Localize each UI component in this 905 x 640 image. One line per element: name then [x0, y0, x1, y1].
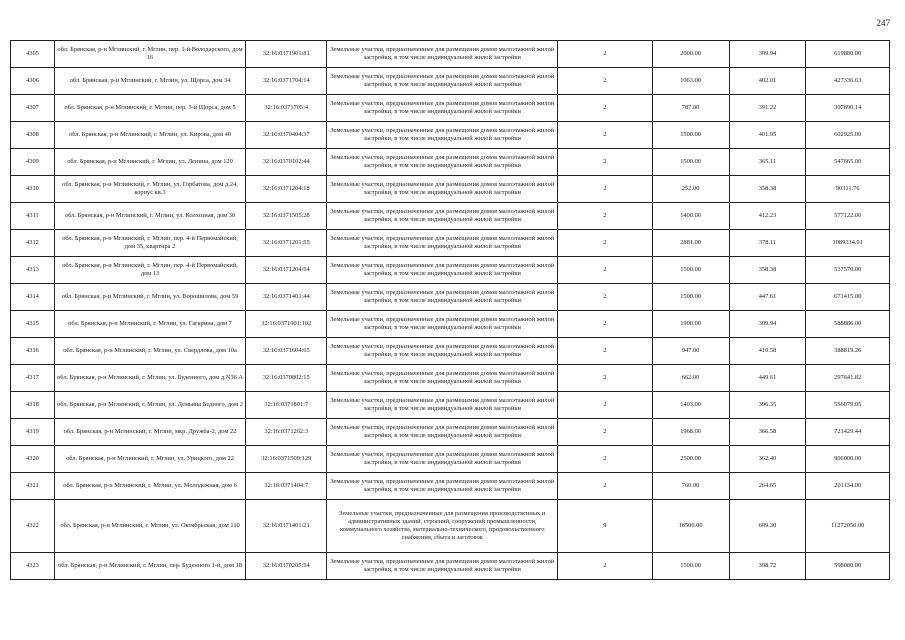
cadastral-number-cell: 32:16:0371704:14: [246, 68, 327, 95]
cadastral-number-cell: 32:16:0371202:3: [246, 419, 327, 446]
row-number: 4321: [11, 473, 55, 500]
cadastral-number-cell: 32:16:0371404:7: [246, 473, 327, 500]
specific-value-cell: 309.94: [729, 41, 806, 68]
table-row: [11, 365, 890, 392]
address-cell: обл. Брянская, р-н Мглинский, г. Мглин, ул. Демьяна Бедного, дом 2: [54, 392, 245, 419]
address-cell: обл. Брянская, р-н Мглинский, г. Мглин, пер. 4-й Первомайский, дом 35, квартира 2: [54, 230, 245, 257]
cadastral-value-cell: 388819.26: [806, 338, 890, 365]
specific-value-cell: 449.61: [729, 365, 806, 392]
cadastral-number-cell: 32:16:0371505:28: [246, 203, 327, 230]
row-number: 4311: [11, 203, 55, 230]
area-cell: 947.00: [652, 338, 729, 365]
cadastral-number-cell: 32:16:0370404:37: [246, 122, 327, 149]
land-use-purpose-cell: Земельные участки, предназначенные для размещения домов малоэтажной жилой застройки, в том числе индивидуальной жилой застройки: [327, 473, 558, 500]
row-number: 4317: [11, 365, 55, 392]
specific-value-cell: 410.58: [729, 338, 806, 365]
specific-value-cell: 378.11: [729, 230, 806, 257]
table-row: [11, 338, 890, 365]
land-use-purpose-cell: Земельные участки, предназначенные для размещения домов малоэтажной жилой застройки, в том числе индивидуальной жилой застройки: [327, 338, 558, 365]
table-row: [11, 284, 890, 311]
row-number: 4306: [11, 68, 55, 95]
cadastral-number-cell: 32:16:0371801:7: [246, 392, 327, 419]
row-number: 4319: [11, 419, 55, 446]
land-use-purpose-cell: Земельные участки, предназначенные для размещения домов малоэтажной жилой застройки, в том числе индивидуальной жилой застройки: [327, 122, 558, 149]
use-group-cell: 2: [558, 203, 652, 230]
area-cell: 1500.00: [652, 122, 729, 149]
cadastral-number-cell: 32:16:0371604:65: [246, 338, 327, 365]
table-row: [11, 149, 890, 176]
use-group-cell: 2: [558, 176, 652, 203]
cadastral-value-cell: 427336.63: [806, 68, 890, 95]
use-group-cell: 2: [558, 41, 652, 68]
use-group-cell: 2: [558, 284, 652, 311]
address-cell: обл. Брянская, р-н Мглинский, г. Мглин, ул. Кирова, дом 40: [54, 122, 245, 149]
specific-value-cell: 401.95: [729, 122, 806, 149]
row-number: 4323: [11, 553, 55, 580]
cadastral-value-cell: 547665.00: [806, 149, 890, 176]
address-cell: обл. Брянская, р-н Мглинский, г. Мглин, ул. Колхозная, дом 30: [54, 203, 245, 230]
specific-value-cell: 365.11: [729, 149, 806, 176]
land-use-purpose-cell: Земельные участки, предназначенные для размещения домов малоэтажной жилой застройки, в том числе индивидуальной жилой застройки: [327, 311, 558, 338]
cadastral-value-cell: 598080.00: [806, 553, 890, 580]
table-row: [11, 176, 890, 203]
land-use-purpose-cell: Земельные участки, предназначенные для размещения домов малоэтажной жилой застройки, в том числе индивидуальной жилой застройки: [327, 419, 558, 446]
specific-value-cell: 447.61: [729, 284, 806, 311]
area-cell: 662.00: [652, 365, 729, 392]
row-number: 4316: [11, 338, 55, 365]
land-use-purpose-cell: Земельные участки, предназначенные для размещения домов малоэтажной жилой застройки, в том числе индивидуальной жилой застройки: [327, 68, 558, 95]
specific-value-cell: 402.01: [729, 68, 806, 95]
cadastral-number-cell: 32:16:0371401:44: [246, 284, 327, 311]
address-cell: обл. Брянская, р-н Мглинский, г. Мглин, ул. Свердлова, дом 10а: [54, 338, 245, 365]
row-number: 4308: [11, 122, 55, 149]
cadastral-number-cell: 32:16:0371401:21: [246, 500, 327, 553]
address-cell: обл. Брянская, р-н Мглинский, г. Мглин, ул. Ленина, дом 120: [54, 149, 245, 176]
address-cell: обл. Брянская, р-н Мглинский, г. Мглин, ул. Гагарина, дом 7: [54, 311, 245, 338]
land-use-purpose-cell: Земельные участки, предназначенные для размещения домов малоэтажной жилой застройки, в том числе индивидуальной жилой застройки: [327, 553, 558, 580]
table-row: [11, 68, 890, 95]
land-use-purpose-cell: Земельные участки, предназначенные для размещения домов малоэтажной жилой застройки, в том числе индивидуальной жилой застройки: [327, 176, 558, 203]
specific-value-cell: 396.35: [729, 392, 806, 419]
cadastral-value-cell: 537570.00: [806, 257, 890, 284]
land-use-purpose-cell: Земельные участки, предназначенные для размещения домов малоэтажной жилой застройки, в том числе индивидуальной жилой застройки: [327, 203, 558, 230]
cadastral-value-cell: 721429.44: [806, 419, 890, 446]
use-group-cell: 2: [558, 122, 652, 149]
address-cell: обл. Брянская, р-н Мглинский, г. Мглин, мкр. Дружба-2, дом 22: [54, 419, 245, 446]
cadastral-value-cell: 588886.00: [806, 311, 890, 338]
address-cell: обл. Брянская, р-н Мглинский, г. Мглин, пер. 4-й Первомайский, дом 13: [54, 257, 245, 284]
specific-value-cell: 358.38: [729, 176, 806, 203]
address-cell: обл. Брянская, р-н Мглинский, г. Мглин, ул. Молодежная, дом 6: [54, 473, 245, 500]
area-cell: 1968.00: [652, 419, 729, 446]
area-cell: 1500.00: [652, 257, 729, 284]
row-number: 4318: [11, 392, 55, 419]
use-group-cell: 2: [558, 68, 652, 95]
specific-value-cell: 412.23: [729, 203, 806, 230]
cadastral-value-cell: 602925.00: [806, 122, 890, 149]
cadastral-value-cell: 556079.05: [806, 392, 890, 419]
area-cell: 252.00: [652, 176, 729, 203]
area-cell: 1500.00: [652, 149, 729, 176]
row-number: 4310: [11, 176, 55, 203]
row-number: 4314: [11, 284, 55, 311]
specific-value-cell: 609.30: [729, 500, 806, 553]
row-number: 4312: [11, 230, 55, 257]
cadastral-value-cell: 1089334.91: [806, 230, 890, 257]
use-group-cell: 2: [558, 553, 652, 580]
area-cell: 2000.00: [652, 41, 729, 68]
table-row: [11, 41, 890, 68]
land-plot-table: [10, 40, 890, 580]
cadastral-number-cell: 32:16:0371901:102: [246, 311, 327, 338]
cadastral-value-cell: 619880.00: [806, 41, 890, 68]
area-cell: 2881.00: [652, 230, 729, 257]
area-cell: 1500.00: [652, 284, 729, 311]
specific-value-cell: 362.40: [729, 446, 806, 473]
table-row: [11, 419, 890, 446]
address-cell: обл. Брянская, р-н Мглинский, г. Мглин, ул. Щорса, дом 34: [54, 68, 245, 95]
use-group-cell: 2: [558, 392, 652, 419]
address-cell: обл. Брянская, р-н Мглинский, г. Мглин, ул. Октябрьская, дом 110: [54, 500, 245, 553]
land-use-purpose-cell: Земельные участки, предназначенные для размещения домов малоэтажной жилой застройки, в том числе индивидуальной жилой застройки: [327, 446, 558, 473]
use-group-cell: 2: [558, 95, 652, 122]
cadastral-number-cell: 32:16:0371204:54: [246, 257, 327, 284]
area-cell: 1403.00: [652, 392, 729, 419]
specific-value-cell: 398.72: [729, 553, 806, 580]
use-group-cell: 2: [558, 338, 652, 365]
land-use-purpose-cell: Земельные участки, предназначенные для размещения домов малоэтажной жилой застройки, в том числе индивидуальной жилой застройки: [327, 392, 558, 419]
cadastral-number-cell: 32:16:0371705:4: [246, 95, 327, 122]
area-cell: 1900.00: [652, 311, 729, 338]
table-row: [11, 230, 890, 257]
land-use-purpose-cell: Земельные участки, предназначенные для размещения домов малоэтажной жилой застройки, в том числе индивидуальной жилой застройки: [327, 230, 558, 257]
address-cell: обл. Брянская, р-н Мглинский, г. Мглин, пер. Буденного 1-й, дом 18: [54, 553, 245, 580]
land-use-purpose-cell: Земельные участки, предназначенные для размещения домов малоэтажной жилой застройки, в том числе индивидуальной жилой застройки: [327, 257, 558, 284]
address-cell: обл. Брянская, р-н Мглинский, г. Мглин, пер. 3-й Щорса, дом 5: [54, 95, 245, 122]
use-group-cell: 2: [558, 257, 652, 284]
address-cell: обл. Брянская, р-н Мглинский, г. Мглин, ул. Горбатова, дом д.24, корпус кв.3: [54, 176, 245, 203]
table-row: [11, 473, 890, 500]
use-group-cell: 2: [558, 446, 652, 473]
use-group-cell: 2: [558, 230, 652, 257]
land-use-purpose-cell: Земельные участки, предназначенные для размещения домов малоэтажной жилой застройки, в том числе индивидуальной жилой застройки: [327, 149, 558, 176]
table-row: [11, 122, 890, 149]
cadastral-number-cell: 32:16:0371201:55: [246, 230, 327, 257]
specific-value-cell: 264.65: [729, 473, 806, 500]
specific-value-cell: 391.22: [729, 95, 806, 122]
table-row: [11, 500, 890, 553]
row-number: 4307: [11, 95, 55, 122]
area-cell: 1063.00: [652, 68, 729, 95]
area-cell: 2500.00: [652, 446, 729, 473]
area-cell: 18500.00: [652, 500, 729, 553]
table-row: [11, 392, 890, 419]
row-number: 4309: [11, 149, 55, 176]
table-body: [11, 41, 890, 580]
cadastral-value-cell: 307890.14: [806, 95, 890, 122]
land-use-purpose-cell: Земельные участки, предназначенные для размещения домов малоэтажной жилой застройки, в том числе индивидуальной жилой застройки: [327, 284, 558, 311]
specific-value-cell: 366.58: [729, 419, 806, 446]
land-use-purpose-cell: Земельные участки, предназначенные для размещения производственных и административных зданий, строений, сооружений промышленности, коммунального хозяйства, материально-технического, продовольственного снабжения, сбыта и заготовок: [327, 500, 558, 553]
table-row: [11, 203, 890, 230]
land-use-purpose-cell: Земельные участки, предназначенные для размещения домов малоэтажной жилой застройки, в том числе индивидуальной жилой застройки: [327, 95, 558, 122]
cadastral-number-cell: 32:16:0370802:15: [246, 365, 327, 392]
cadastral-value-cell: 201134.00: [806, 473, 890, 500]
row-number: 4320: [11, 446, 55, 473]
specific-value-cell: 358.38: [729, 257, 806, 284]
cadastral-value-cell: 577122.00: [806, 203, 890, 230]
cadastral-number-cell: 32:16:0370205:54: [246, 553, 327, 580]
cadastral-value-cell: 906000.00: [806, 446, 890, 473]
cadastral-number-cell: 32:16:0370102:44: [246, 149, 327, 176]
row-number: 4315: [11, 311, 55, 338]
table-row: [11, 553, 890, 580]
use-group-cell: 2: [558, 311, 652, 338]
land-use-purpose-cell: Земельные участки, предназначенные для размещения домов малоэтажной жилой застройки, в том числе индивидуальной жилой застройки: [327, 365, 558, 392]
area-cell: 1500.00: [652, 553, 729, 580]
use-group-cell: 2: [558, 419, 652, 446]
table-row: [11, 257, 890, 284]
use-group-cell: 2: [558, 473, 652, 500]
table-row: [11, 95, 890, 122]
table-row: [11, 311, 890, 338]
cadastral-value-cell: 297641.82: [806, 365, 890, 392]
use-group-cell: 9: [558, 500, 652, 553]
cadastral-value-cell: 11272050.00: [806, 500, 890, 553]
area-cell: 787.00: [652, 95, 729, 122]
address-cell: обл. Брянская, р-н Мглинский, г. Мглин, пер. 1-й Володарского, дом 16: [54, 41, 245, 68]
use-group-cell: 2: [558, 149, 652, 176]
cadastral-value-cell: 90311.76: [806, 176, 890, 203]
table-row: [11, 446, 890, 473]
cadastral-value-cell: 671415.00: [806, 284, 890, 311]
area-cell: 760.00: [652, 473, 729, 500]
cadastral-number-cell: 32:16:0371204:18: [246, 176, 327, 203]
specific-value-cell: 309.94: [729, 311, 806, 338]
land-use-purpose-cell: Земельные участки, предназначенные для размещения домов малоэтажной жилой застройки, в том числе индивидуальной жилой застройки: [327, 41, 558, 68]
page-number: 247: [876, 18, 890, 28]
address-cell: обл. Брянская, р-н Мглинский, г. Мглин, ул. Урицкого, дом 22: [54, 446, 245, 473]
row-number: 4305: [11, 41, 55, 68]
area-cell: 1400.00: [652, 203, 729, 230]
address-cell: обл. Брянская, р-н Мглинский, г. Мглин, ул. Ворошилова, дом 59: [54, 284, 245, 311]
address-cell: обл. Брянская, р-н Мглинский, г. Мглин, ул. Буденного, дом д.N36 А: [54, 365, 245, 392]
row-number: 4322: [11, 500, 55, 553]
use-group-cell: 2: [558, 365, 652, 392]
cadastral-number-cell: 32:16:0371901:81: [246, 41, 327, 68]
cadastral-number-cell: 32:16:0371509:129: [246, 446, 327, 473]
row-number: 4313: [11, 257, 55, 284]
